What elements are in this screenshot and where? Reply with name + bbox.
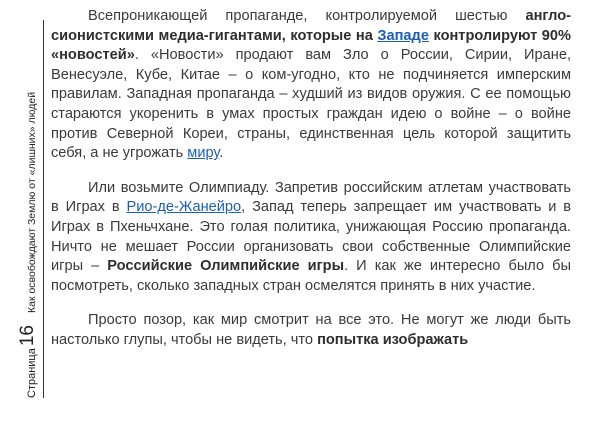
bold-text: англо-сионистскими медиа-гигантами, которые на — [51, 8, 571, 44]
bold-text: попытка изображать — [317, 331, 469, 348]
paragraph — [51, 7, 571, 164]
inline-link[interactable]: миру — [187, 145, 220, 162]
inline-link[interactable]: Рио-де-Жанейро — [126, 199, 242, 216]
page-label: Страница — [26, 348, 38, 398]
sidebar-divider — [43, 20, 44, 398]
text-run: Или возьмите Олимпиаду. Запретив российским атлетам участвовать в Играх в — [51, 179, 571, 216]
text-run: Просто позор, как мир смотрит на все это. Не могут же люди быть настолько глупы, чтобы не видеть, что — [51, 312, 571, 348]
bold-text: контролируют 90% «новостей» — [51, 27, 571, 64]
text-run: . — [219, 145, 224, 162]
document-title: Как освобождают Землю от «лишних» людей — [26, 91, 38, 313]
paragraph — [51, 311, 571, 350]
page-number: 16 — [17, 325, 38, 347]
inline-link[interactable]: Западе — [377, 27, 429, 44]
page-sidebar — [0, 0, 44, 422]
text-run: . И как же интересно было бы посмотреть, сколько западных стран осмелятся принять в них участие. — [51, 258, 571, 294]
document-body — [51, 7, 571, 366]
paragraph — [51, 179, 571, 297]
text-run: , Запад теперь запрещает им участвовать и в Играх в Пхеньчхане. Это голая политика, унижающая Россию пропаганда. Ничто не мешает России организовать свои собственные Олимпийские игры – — [51, 199, 571, 275]
bold-text: Российские Олимпийские игры — [107, 258, 345, 275]
text-run: Всепроникающей пропаганде, контролируемой шестью — [88, 8, 526, 24]
text-run: . «Новости» продают вам Зло о России, Сирии, Иране, Венесуэле, Кубе, Китае – о ком-угодно, кто не подчиняется имперским правилам. Западная пропаганда – худший из видов оружия. С ее помощью стараются укоренить в умах простых граждан идею о войне – о войне против Северной Кореи, страны, единственная цель которой защитить себя, а не угрожать — [51, 47, 571, 162]
sidebar-header — [8, 18, 38, 398]
